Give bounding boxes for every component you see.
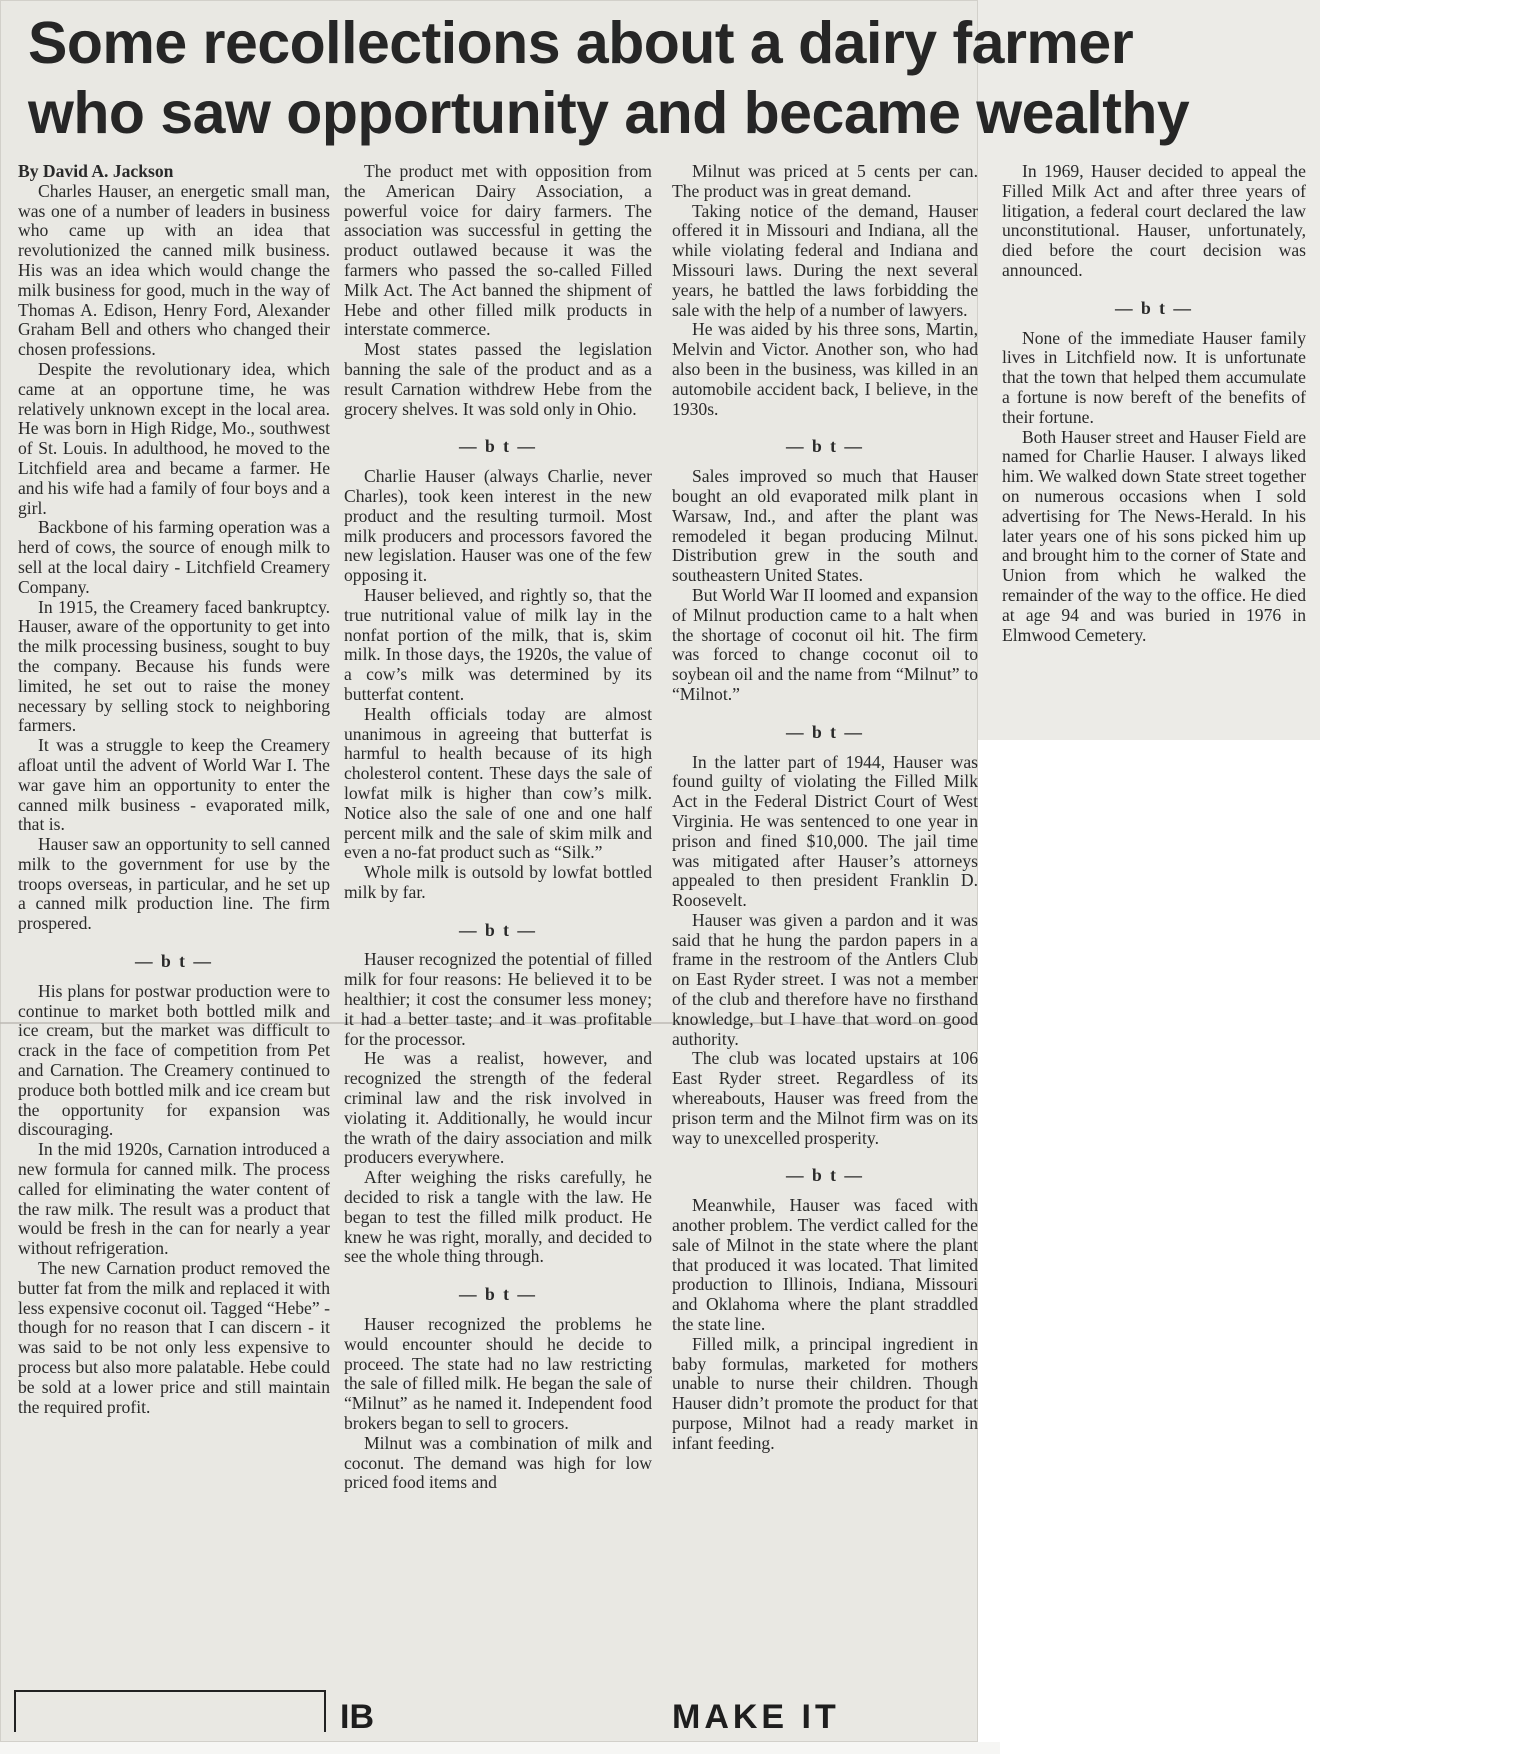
scan-edge: [0, 1742, 1000, 1754]
section-separator: — b t —: [134, 951, 214, 972]
article-column-4: [1002, 162, 1306, 645]
section-separator: — b t —: [785, 1165, 865, 1186]
next-article-box: [14, 1690, 326, 1732]
article-paragraph: Whole milk is outsold by lowfat bottled milk by far.: [344, 862, 652, 902]
article-paragraph: The product met with opposition from the American Dairy Association, a powerful voice for dairy farmers. The association was successful in getting the product outlawed because it was the farmers who passed the so-called Filled Milk Act. The Act banned the shipment of Hebe and other filled milk products in interstate commerce.: [344, 161, 652, 340]
section-separator: — b t —: [458, 1284, 538, 1305]
article-paragraph: But World War II loomed and expansion of Milnut production came to a halt when the shortage of coconut oil hit. The firm was forced to change coconut oil to soybean oil and the name from “Milnut” to “Milnot.”: [672, 584, 978, 704]
article-paragraph: The club was located upstairs at 106 East Ryder street. Regardless of its whereabouts, Hauser was freed from the prison term and the Milnot firm was on its way to unexcelled prosperity.: [672, 1048, 978, 1148]
article-column-1: [18, 162, 330, 1417]
article-paragraph: Charles Hauser, an energetic small man, was one of a number of leaders in business who came up with an idea that revolutionized the canned milk business. His was an idea which would change the milk business for good, much in the way of Thomas A. Edison, Henry Ford, Alexander Graham Bell and others who changed their chosen professions.: [18, 180, 330, 360]
article-paragraph: His plans for postwar production were to continue to market both bottled milk and ice cream, but the market was difficult to crack in the face of competition from Pet and Carnation. The Creamery continued to produce both bottled milk and ice cream but the opportunity for expansion was discouraging.: [18, 980, 330, 1140]
article-paragraph: Backbone of his farming operation was a herd of cows, the source of enough milk to sell at the local dairy - Litchfield Creamery Company.: [18, 517, 330, 597]
article-headline: Some recollections about a dairy farmer who saw opportunity and became wealthy: [28, 10, 1190, 146]
article-paragraph: Hauser recognized the potential of filled milk for four reasons: He believed it to be healthier; it cost the consumer less money; it had a better taste; and it was profitable for the processor.: [344, 949, 652, 1049]
article-paragraph: Health officials today are almost unanimous in agreeing that butterfat is harmful to health because of its high cholesterol content. These days the sale of lowfat milk is higher than cow’s milk. Notice also the sale of one and one half percent milk and the sale of skim milk and even a no-fat product such as “Silk.”: [344, 703, 652, 863]
article-paragraph: Meanwhile, Hauser was faced with another problem. The verdict called for the sale of Milnot in the state where the plant that produced it was located. That limited production to Illinois, Indiana, Missouri and Oklahoma where the plant straddled the state line.: [672, 1195, 978, 1335]
article-paragraph: After weighing the risks carefully, he decided to risk a tangle with the law. He began to test the filled milk product. He knew he was right, morally, and decided to see the whole thing through.: [344, 1167, 652, 1267]
section-separator: — b t —: [458, 436, 538, 457]
article-paragraph: Hauser saw an opportunity to sell canned milk to the government for use by the troops overseas, in particular, and he set up a canned milk production line. The firm prospered.: [18, 834, 330, 934]
article-column-2: [344, 162, 652, 1493]
article-paragraph: In 1915, the Creamery faced bankruptcy. Hauser, aware of the opportunity to get into the milk processing business, sought to buy the company. Because his funds were limited, he set out to raise the money necessary by selling stock to neighboring farmers.: [18, 596, 330, 736]
article-paragraph: In the latter part of 1944, Hauser was found guilty of violating the Filled Milk Act in the Federal District Court of West Virginia. He was sentenced to one year in prison and fined $10,000. The jail time was mitigated after Hauser’s attorneys appealed to then president Franklin D. Roosevelt.: [672, 751, 978, 911]
section-separator: — b t —: [1114, 297, 1194, 318]
article-paragraph: He was a realist, however, and recognized the strength of the federal criminal law and the risk involved in violating it. Additionally, he would incur the wrath of the dairy association and milk producers everywhere.: [344, 1048, 652, 1168]
article-paragraph: None of the immediate Hauser family lives in Litchfield now. It is unfortunate that the town that helped them accumulate a fortune is now bereft of the benefits of their fortune.: [1002, 327, 1306, 427]
section-separator: — b t —: [458, 919, 538, 940]
article-paragraph: Taking notice of the demand, Hauser offered it in Missouri and Indiana, all the while violating federal and Indiana and Missouri laws. During the next several years, he battled the laws forbidding the sale with the help of a number of lawyers.: [672, 200, 978, 320]
article-paragraph: Sales improved so much that Hauser bought an old evaporated milk plant in Warsaw, Ind., and after the plant was remodeled it began producing Milnut. Distribution grew in the south and southeastern United States.: [672, 466, 978, 586]
article-paragraph: He was aided by his three sons, Martin, Melvin and Victor. Another son, who had also been in the business, was killed in an automobile accident back, I believe, in the 1930s.: [672, 319, 978, 419]
article-paragraph: Most states passed the legislation banning the sale of the product and as a result Carnation withdrew Hebe from the grocery shelves. It was sold only in Ohio.: [344, 339, 652, 419]
article-paragraph: It was a struggle to keep the Creamery afloat until the advent of World War I. The war gave him an opportunity to enter the canned milk business - evaporated milk, that is.: [18, 735, 330, 835]
article-paragraph: Charlie Hauser (always Charlie, never Charles), took keen interest in the new product and the resulting turmoil. Most milk producers and processors favored the new legislation. Hauser was one of the few opposing it.: [344, 466, 652, 586]
article-paragraph: In the mid 1920s, Carnation introduced a new formula for canned milk. The process called for eliminating the water content of the raw milk. The result was a product that would be fresh in the can for nearly a year without refrigeration.: [18, 1139, 330, 1259]
article-paragraph: Despite the revolutionary idea, which came at an opportune time, he was relatively unknown except in the local area. He was born in High Ridge, Mo., southwest of St. Louis. In adulthood, he moved to the Litchfield area and became a farmer. He and his wife had a family of four boys and a girl.: [18, 358, 330, 518]
article-paragraph: In 1969, Hauser decided to appeal the Filled Milk Act and after three years of litigation, a federal court declared the law unconstitutional. Hauser, unfortunately, died before the court decision was announced.: [1002, 161, 1306, 280]
article-paragraph: The new Carnation product removed the butter fat from the milk and replaced it with less expensive coconut oil. Tagged “Hebe” - though for no reason that I can discern - it was said to be not only less expensive to process but also more palatable. Hebe could be sold at a lower price and still maintain the required profit.: [18, 1258, 330, 1417]
article-paragraph: Hauser was given a pardon and it was said that he hung the pardon papers in a frame in the restroom of the Antlers Club on East Ryder street. I was not a member of the club and therefore have no firsthand knowledge, but I have that word on good authority.: [672, 909, 978, 1049]
next-article-fragment: IB: [340, 1698, 374, 1732]
byline: By David A. Jackson: [18, 161, 174, 181]
article-paragraph: Hauser recognized the problems he would encounter should he decide to proceed. The state had no law restricting the sale of filled milk. He began the sale of “Milnut” as he named it. Independent food brokers began to sell to grocers.: [344, 1314, 652, 1434]
article-column-3: [672, 162, 978, 1454]
section-separator: — b t —: [785, 721, 865, 742]
section-separator: — b t —: [785, 436, 865, 457]
article-paragraph: Milnut was a combination of milk and coconut. The demand was high for low priced food items and: [344, 1432, 652, 1493]
article-paragraph: Both Hauser street and Hauser Field are named for Charlie Hauser. I always liked him. We walked down State street together on numerous occasions when I sold advertising for The News-Herald. In his later years one of his sons picked him up and brought him to the corner of State and Union from which he walked the remainder of the way to the office. He died at age 94 and was buried in 1976 in Elmwood Cemetery.: [1002, 426, 1306, 645]
article-paragraph: Filled milk, a principal ingredient in baby formulas, marketed for mothers unable to nurse their children. Though Hauser didn’t promote the product for that purpose, Milnot had a ready market in infant feeding.: [672, 1333, 978, 1453]
article-paragraph: Milnut was priced at 5 cents per can. The product was in great demand.: [672, 161, 978, 201]
article-paragraph: Hauser believed, and rightly so, that the true nutritional value of milk lay in the nonfat portion of the milk, that is, skim milk. In those days, the 1920s, the value of a cow’s milk was determined by its butterfat content.: [344, 584, 652, 704]
next-article-fragment: MAKE IT: [672, 1698, 840, 1732]
